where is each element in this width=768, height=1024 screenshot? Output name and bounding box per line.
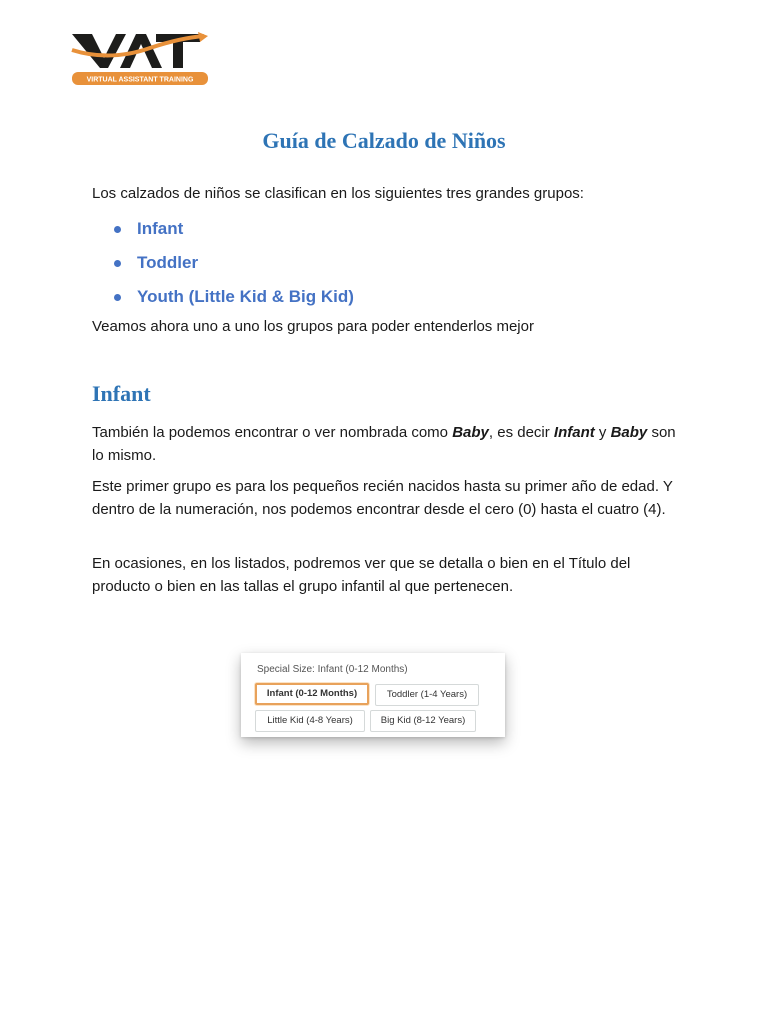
group-item-infant: Infant (92, 216, 354, 250)
transition-text: Veamos ahora uno a uno los grupos para poder entenderlos mejor (92, 318, 534, 335)
intro-text: Los calzados de niños se clasifican en los siguientes tres grandes grupos: (92, 185, 584, 202)
special-size-label: Special Size: Infant (0-12 Months) (257, 664, 408, 675)
group-item-toddler: Toddler (92, 250, 354, 284)
size-selector-screenshot (241, 653, 505, 737)
section-heading-infant: Infant (92, 381, 151, 406)
size-option-big-kid: Big Kid (8-12 Years) (370, 710, 476, 732)
paragraph-baby: También la podemos encontrar o ver nombrada como Baby, es decir Infant y Baby son lo mismo. (92, 424, 676, 464)
group-item-youth: Youth (Little Kid & Big Kid) (92, 284, 354, 318)
paragraph-age-range: Este primer grupo es para los pequeños recién nacidos hasta su primer año de edad. Y dentro de la numeración, nos podemos encontrar desde el cero (0) hasta el cuatro (4). (92, 478, 673, 518)
vat-logo (70, 28, 210, 88)
group-list (92, 216, 354, 318)
size-option-toddler: Toddler (1-4 Years) (375, 684, 479, 706)
size-option-little-kid: Little Kid (4-8 Years) (255, 710, 365, 732)
size-option-infant: Infant (0-12 Months) (255, 683, 369, 705)
paragraph-listings: En ocasiones, en los listados, podremos ver que se detalla o bien en el Título del producto o bien en las tallas el grupo infantil al que pertenecen. (92, 555, 631, 595)
logo-tagline: VIRTUAL ASSISTANT TRAINING (86, 76, 194, 84)
document-title: Guía de Calzado de Niños (262, 128, 506, 153)
